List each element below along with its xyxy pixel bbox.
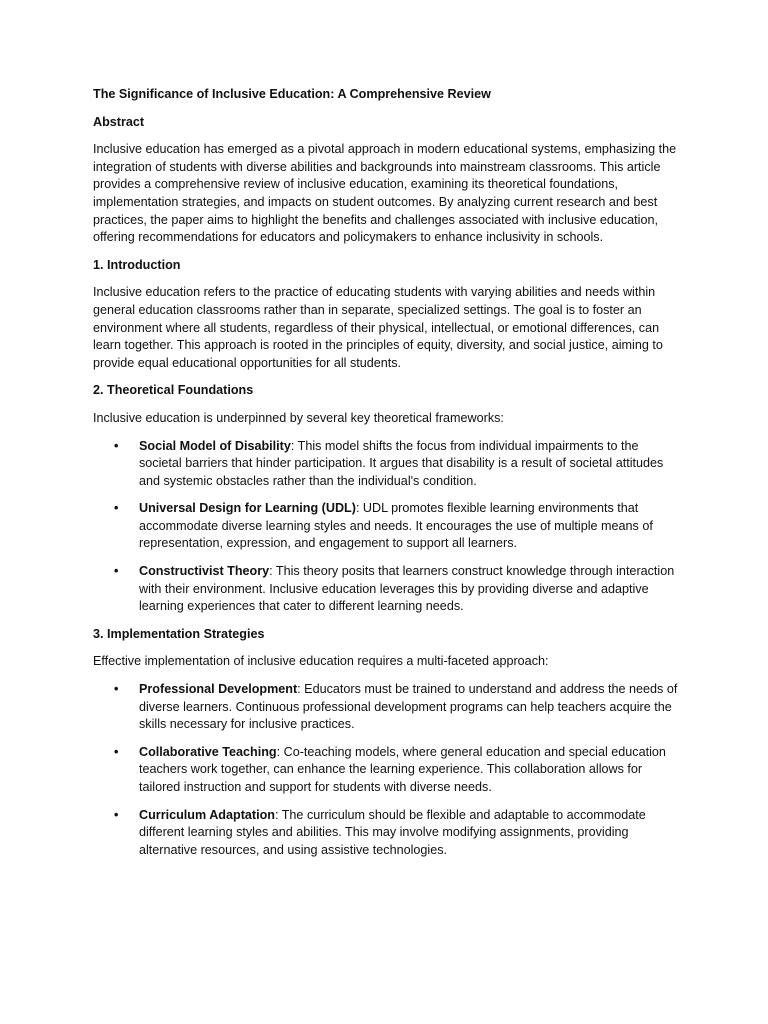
list-item [93, 438, 683, 491]
list-item-term: Professional Development [139, 682, 298, 697]
bullet-icon: • [114, 807, 119, 822]
list-item [93, 807, 683, 860]
implementation-strategies-list [93, 681, 683, 859]
section-text-introduction: Inclusive education refers to the practice of educating students with varying abilities and needs within general education classrooms rather than in separate, specialized settings. The goal is to foster an environment where all students, regardless of their physical, intellectual, or emotional differences, can learn together. This approach is rooted in the principles of equity, diversity, and social justice, aiming to provide equal educational opportunities for all students. [93, 285, 663, 370]
list-item-term: Curriculum Adaptation [139, 807, 275, 822]
list-item-description: : Co-teaching models, where general education and special education teachers work together, can enhance the learning experience. This collaboration allows for tailored instruction and support for students with diverse needs. [139, 744, 666, 794]
bullet-icon: • [114, 564, 119, 579]
section-heading-theoretical-foundations: 2. Theoretical Foundations [93, 383, 254, 398]
abstract-heading: Abstract [93, 114, 145, 129]
section-text-theoretical-foundations: Inclusive education is underpinned by several key theoretical frameworks: [93, 410, 504, 425]
list-item-description: : The curriculum should be flexible and adaptable to accommodate different learning styles and abilities. This may involve modifying assignments, providing alternative resources, and using assistive technologies. [139, 807, 646, 857]
section-heading-introduction: 1. Introduction [93, 257, 181, 272]
list-item [93, 681, 683, 734]
list-item-term: Collaborative Teaching [139, 744, 277, 759]
list-item [93, 500, 683, 553]
bullet-icon: • [114, 682, 119, 697]
list-item-term: Universal Design for Learning (UDL) [139, 501, 356, 516]
theoretical-frameworks-list [93, 438, 683, 616]
document-page [93, 86, 683, 869]
list-item [93, 563, 683, 616]
list-item-description: : Educators must be trained to understand and address the needs of diverse learners. Continuous professional development programs can help teachers acquire the skills necessary for inclusive practices. [139, 682, 678, 732]
list-item-description: : This theory posits that learners construct knowledge through interaction with their environment. Inclusive education leverages this by providing diverse and adaptive learning experiences that cater to different learning needs. [139, 564, 675, 614]
list-item-term: Social Model of Disability [139, 438, 291, 453]
list-item-description: : This model shifts the focus from individual impairments to the societal barriers that hinder participation. It argues that disability is a result of societal attitudes and systemic obstacles rather than the individual's condition. [139, 438, 664, 488]
list-item [93, 744, 683, 797]
document-title: The Significance of Inclusive Education: A Comprehensive Review [93, 87, 491, 101]
section-text-implementation-strategies: Effective implementation of inclusive education requires a multi-faceted approach: [93, 654, 549, 669]
section-heading-implementation-strategies: 3. Implementation Strategies [93, 626, 265, 641]
bullet-icon: • [114, 501, 119, 516]
list-item-description: : UDL promotes flexible learning environments that accommodate diverse learning styles and needs. It encourages the use of multiple means of representation, expression, and engagement to support all learners. [139, 501, 653, 551]
abstract-text: Inclusive education has emerged as a pivotal approach in modern educational systems, emphasizing the integration of students with diverse abilities and backgrounds into mainstream classrooms. This article provides a comprehensive review of inclusive education, examining its theoretical foundations, implementation strategies, and impacts on student outcomes. By analyzing current research and best practices, the paper aims to highlight the benefits and challenges associated with inclusive education, offering recommendations for educators and policymakers to enhance inclusivity in schools. [93, 142, 677, 245]
bullet-icon: • [114, 438, 119, 453]
bullet-icon: • [114, 744, 119, 759]
list-item-term: Constructivist Theory [139, 564, 270, 579]
